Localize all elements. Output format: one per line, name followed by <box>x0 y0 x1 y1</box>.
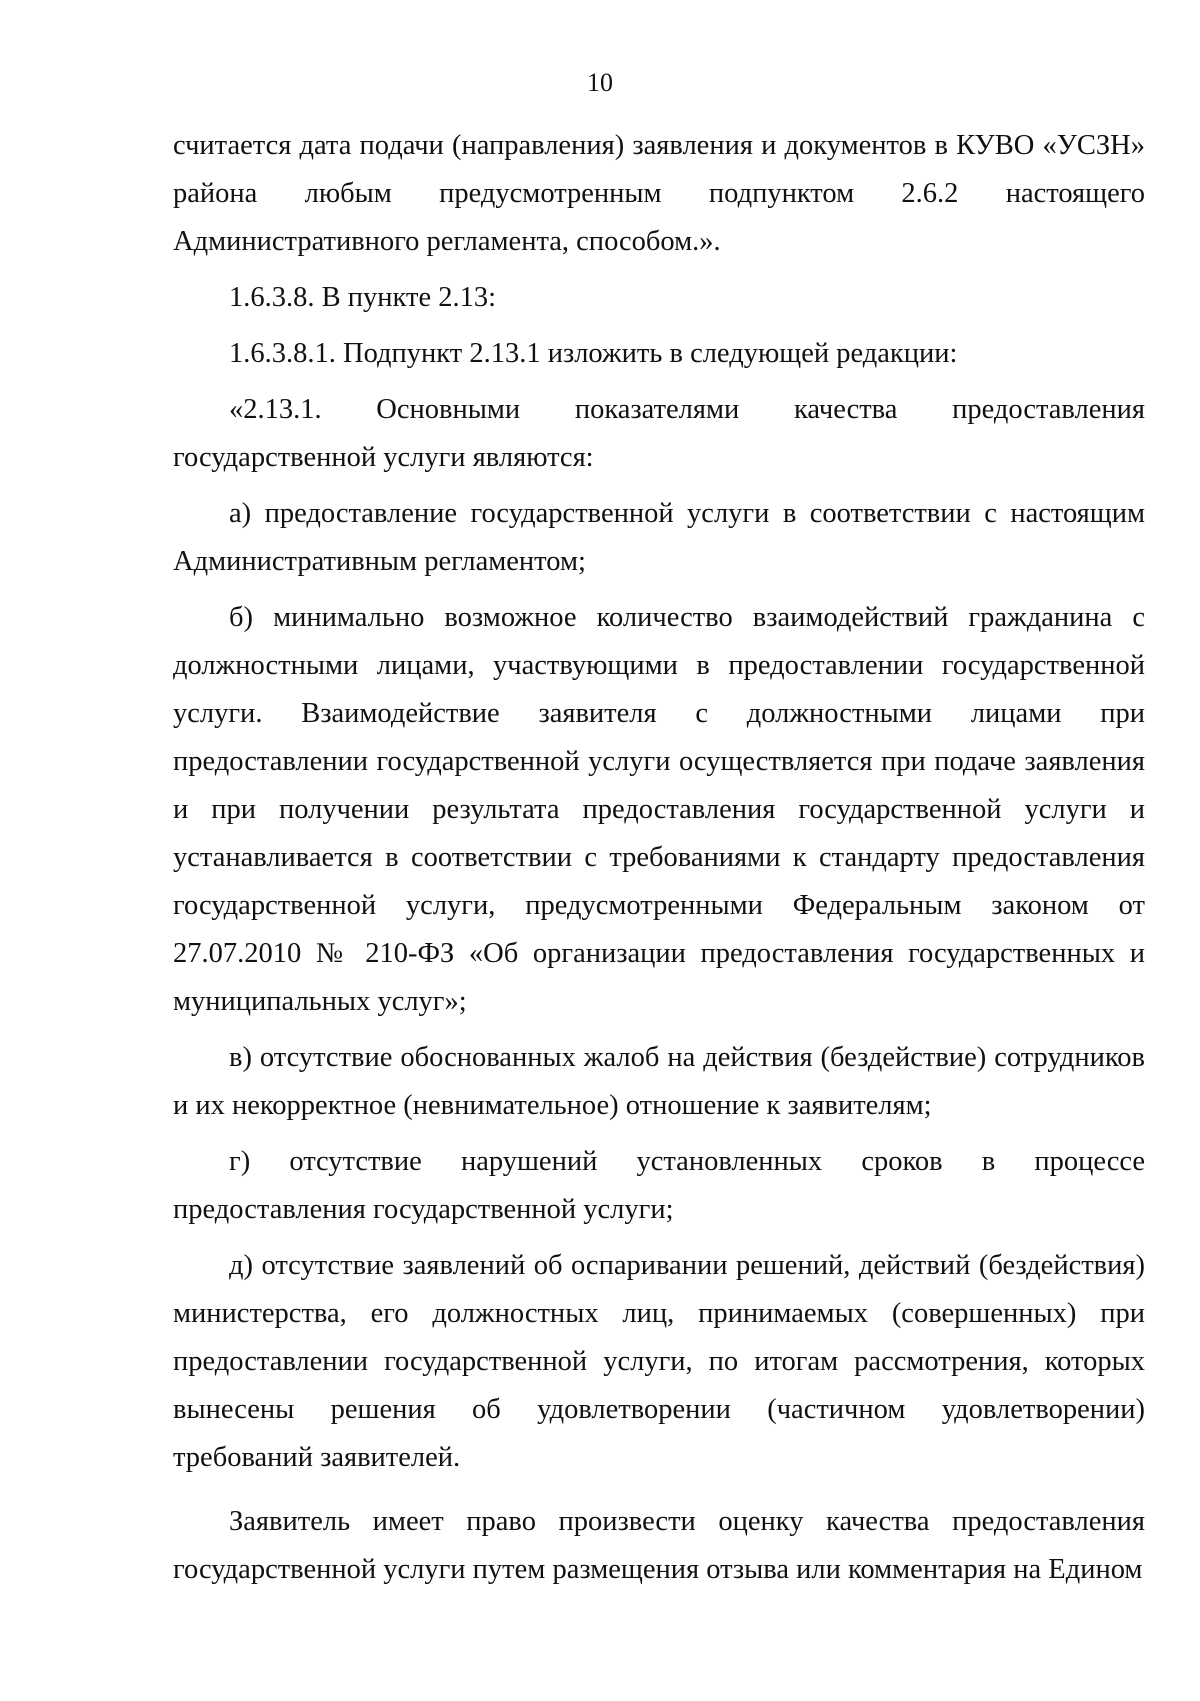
paragraph-clause-2-13-1: «2.13.1. Основными показателями качества предоставления государственной услуги являются: <box>173 394 1145 473</box>
paragraph-item-b: б) минимально возможное количество взаимодействий гражданина с должностными лицами, участвующими в предоставлении государственной услуги. Взаимодействие заявителя с должностными лицами при предоставлении государственной услуги осуществляется при подаче заявления и при получении результата предоставления государственной услуги и устанавливается в соответствии с требованиями к стандарту предоставления государственной услуги, предусмотренными Федеральным законом от 27.07.2010 № 210-ФЗ «Об организации предоставления государственных и муниципальных услуг»; <box>173 602 1145 1017</box>
paragraph-item-v: в) отсутствие обоснованных жалоб на действия (бездействие) сотрудников и их некорректное (невнимательное) отношение к заявителям; <box>173 1042 1145 1121</box>
paragraph-continuation: считается дата подачи (направления) заявления и документов в КУВО «УСЗН» района любым предусмотренным подпунктом 2.6.2 настоящего Административного регламента, способом.». <box>173 130 1145 257</box>
paragraph-clause-1-6-3-8-1: 1.6.3.8.1. Подпункт 2.13.1 изложить в следующей редакции: <box>229 338 958 369</box>
paragraph-clause-1-6-3-8: 1.6.3.8. В пункте 2.13: <box>229 282 497 313</box>
paragraph-applicant-rights: Заявитель имеет право произвести оценку качества предоставления государственной услуги путем размещения отзыва или комментария на Едином <box>173 1506 1145 1585</box>
document-body <box>173 122 1145 1594</box>
paragraph-item-a: а) предоставление государственной услуги в соответствии с настоящим Административным регламентом; <box>173 498 1145 577</box>
paragraph-item-g: г) отсутствие нарушений установленных сроков в процессе предоставления государственной услуги; <box>173 1146 1145 1225</box>
paragraph-item-d: д) отсутствие заявлений об оспаривании решений, действий (бездействия) министерства, его должностных лиц, принимаемых (совершенных) при предоставлении государственной услуги, по итогам рассмотрения, которых вынесены решения об удовлетворении (частичном удовлетворении) требований заявителей. <box>173 1250 1145 1473</box>
page-number: 10 <box>587 68 613 97</box>
